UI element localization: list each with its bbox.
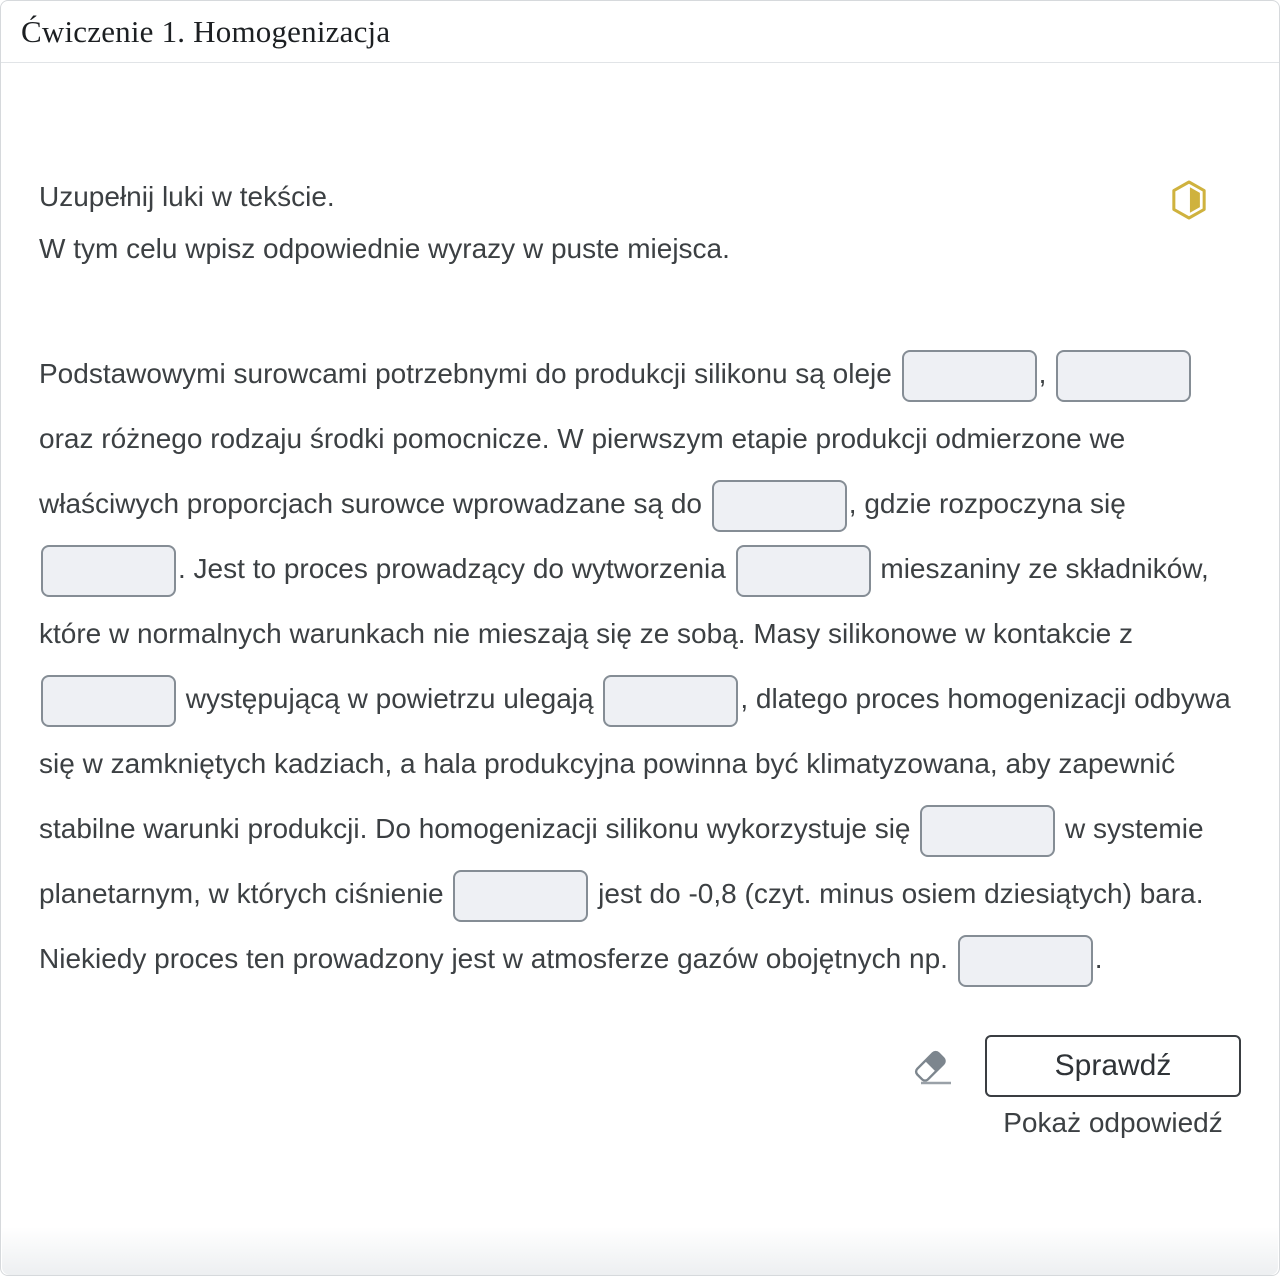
blank-input-3[interactable] — [712, 480, 847, 532]
exercise-text-segment: , dlatego proces homogenizacji odbywa się w zamkniętych kadziach, a hala produkcyjna powinna być klimatyzowana, aby zapewnić stabilne warunki produkcji. Do homogenizacji silikonu wykorzystuje się — [39, 683, 1231, 844]
exercise-body — [1, 63, 1279, 1139]
blank-input-6[interactable] — [41, 675, 176, 727]
exercise-text-segment: występującą w powietrzu ulegają — [178, 683, 602, 714]
instruction-line-1: Uzupełnij luki w tekście. — [39, 181, 335, 212]
show-answer-link[interactable]: Pokaż odpowiedź — [1003, 1107, 1223, 1138]
exercise-text-segment: w systemie planetarnym, w których ciśnienie — [39, 813, 1204, 909]
exercise-footer — [39, 1035, 1241, 1139]
difficulty-hexagon-icon — [1171, 179, 1207, 221]
exercise-text-segment: , gdzie rozpoczyna się — [848, 488, 1126, 519]
exercise-text-segment: mieszaniny ze składników, które w normalnych warunkach nie mieszają się ze sobą. Masy silikonowe w kontakcie z — [39, 553, 1209, 649]
blank-input-2[interactable] — [1056, 350, 1191, 402]
blank-input-8[interactable] — [920, 805, 1055, 857]
exercise-paragraph — [39, 341, 1241, 991]
exercise-text-segment: oraz różnego rodzaju środki pomocnicze. W pierwszym etapie produkcji odmierzone we właściwych proporcjach surowce wprowadzane są do — [39, 423, 1126, 519]
blank-input-9[interactable] — [453, 870, 588, 922]
bottom-fade-decoration — [2, 1227, 1278, 1275]
blank-input-5[interactable] — [736, 545, 871, 597]
exercise-text-segment: jest do -0,8 (czyt. minus osiem dziesiątych) bara. Niekiedy proces ten prowadzony jest w atmosferze gazów obojętnych np. — [39, 878, 1204, 974]
blank-input-7[interactable] — [603, 675, 738, 727]
check-button[interactable]: Sprawdź — [985, 1035, 1241, 1097]
clear-answers-button[interactable] — [903, 1038, 959, 1094]
exercise-text-segment: Podstawowymi surowcami potrzebnymi do produkcji silikonu są oleje — [39, 358, 900, 389]
exercise-text-segment: , — [1038, 358, 1055, 389]
exercise-title: Ćwiczenie 1. Homogenizacja — [21, 13, 391, 49]
exercise-titlebar — [1, 1, 1279, 63]
instruction-line-2: W tym celu wpisz odpowiednie wyrazy w puste miejsca. — [39, 233, 730, 264]
eraser-icon — [905, 1039, 957, 1094]
exercise-text-segment: . — [1094, 943, 1103, 974]
exercise-text-segment: . Jest to proces prowadzący do wytworzenia — [178, 553, 734, 584]
blank-input-4[interactable] — [41, 545, 176, 597]
footer-actions-row — [903, 1035, 1241, 1097]
instructions — [39, 63, 1241, 275]
blank-input-1[interactable] — [902, 350, 1037, 402]
blank-input-10[interactable] — [958, 935, 1093, 987]
